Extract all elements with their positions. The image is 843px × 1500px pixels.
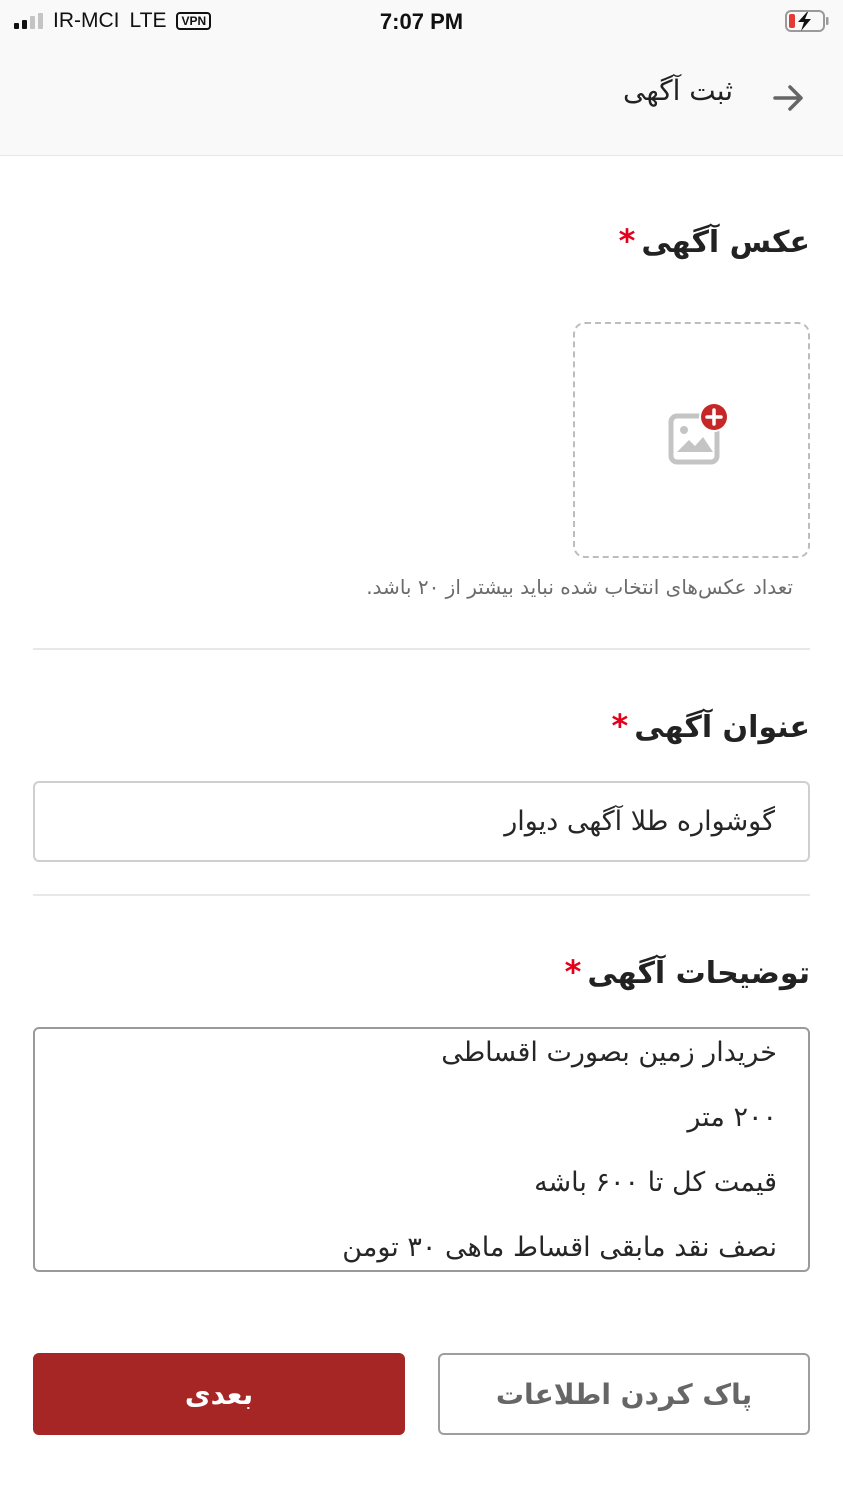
photo-label [619,222,810,260]
description-line: قیمت کل تا ۶۰۰ باشه [534,1167,777,1198]
description-label [565,953,810,991]
description-line: ۲۰۰ متر [687,1102,777,1133]
carrier-name: IR-MCI [53,9,120,32]
divider [33,648,810,650]
vpn-badge: VPN [176,12,211,30]
title-input[interactable]: گوشواره طلا آگهی دیوار [33,781,810,862]
app-header [0,44,843,156]
description-line: نصف نقد مابقی اقساط ماهی ۳۰ تومن [342,1232,777,1263]
photo-label-text: عکس آگهی [641,225,810,260]
clock: 7:07 PM [379,9,464,34]
photo-limit-hint: تعداد عکس‌های انتخاب شده نباید بیشتر از ۲۰ باشد. [366,575,793,599]
page-title: ثبت آگهی [623,74,733,107]
description-textarea[interactable] [33,1027,810,1272]
next-button[interactable]: بعدی [33,1353,405,1435]
battery-charging-icon [785,10,829,32]
add-image-icon [667,404,733,470]
required-mark: * [564,953,582,991]
description-line: خریدار زمین بصورت اقساطی [441,1037,777,1068]
add-photo-button[interactable] [573,322,810,558]
clear-data-button[interactable]: پاک کردن اطلاعات [438,1353,810,1435]
title-label-text: عنوان آگهی [634,710,810,745]
status-bar [0,0,843,44]
network-type: LTE [129,9,167,32]
title-label [611,707,810,745]
description-label-text: توضیحات آگهی [587,956,810,991]
required-mark: * [618,222,636,260]
required-mark: * [611,707,629,745]
back-arrow-icon[interactable] [771,80,807,116]
divider [33,894,810,896]
